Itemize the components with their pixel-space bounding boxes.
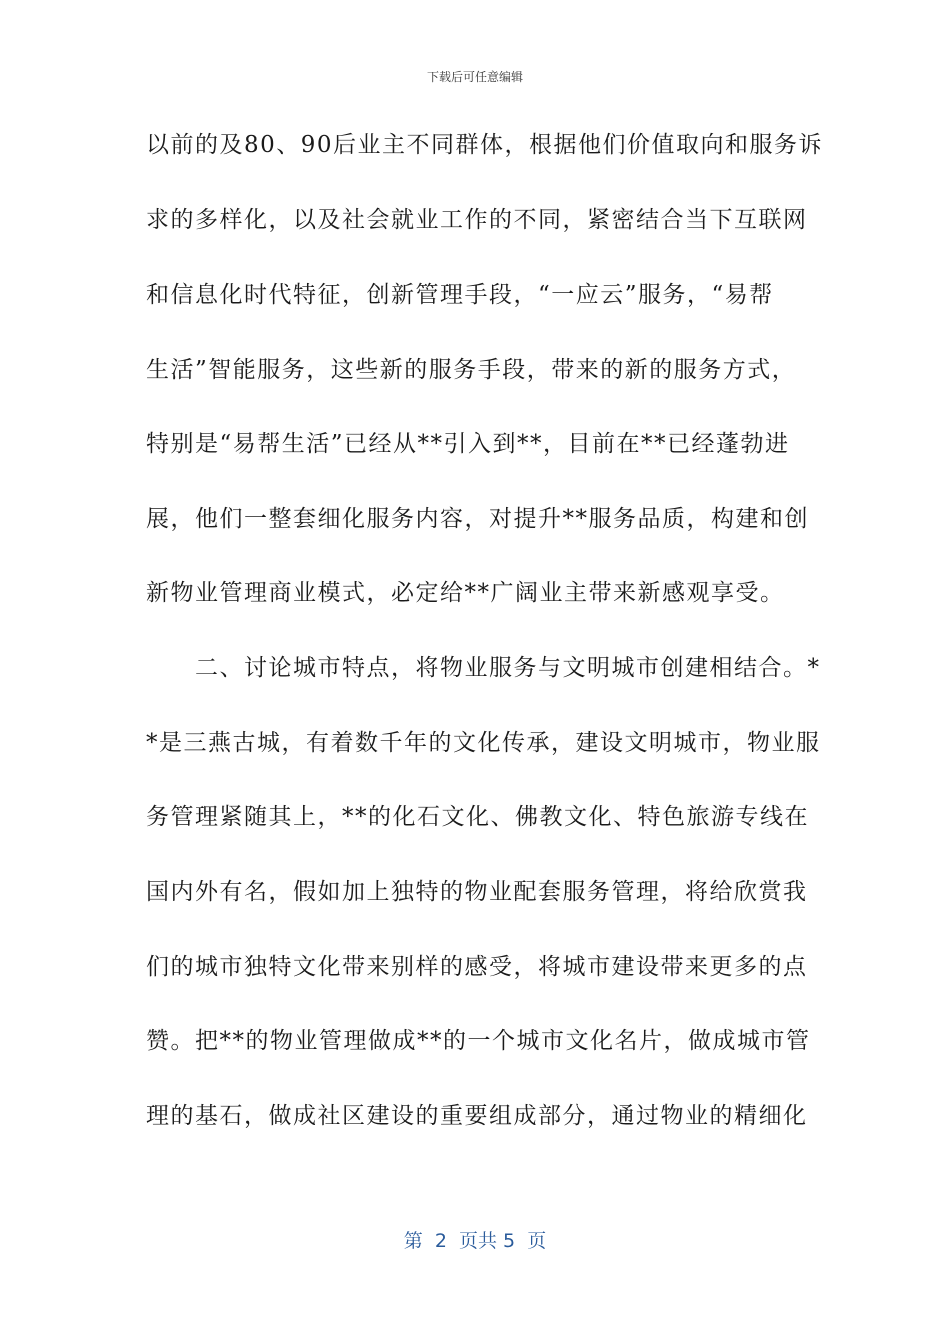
body-line-3: 和信息化时代特征，创新管理手段，“一应云”服务，“易帮 [146,282,774,308]
body-line-11: 国内外有名，假如加上独特的物业配套服务管理，将给欣赏我 [146,879,808,905]
download-note: 下载后可任意编辑 [426,70,523,84]
body-line-9: *是三燕古城，有着数千年的文化传承，建设文明城市，物业服 [146,730,821,756]
body-line-7: 新物业管理商业模式，必定给**广阔业主带来新感观享受。 [146,580,785,606]
body-line-14: 理的基石，做成社区建设的重要组成部分，通过物业的精细化 [146,1103,808,1129]
page-number: 第 2 页共 5 页 [403,1230,547,1252]
body-line-13: 赞。把**的物业管理做成**的一个城市文化名片，做成城市管 [146,1028,811,1054]
body-line-6: 展，他们一整套细化服务内容，对提升**服务品质，构建和创 [146,506,809,532]
body-line-5: 特别是“易帮生活”已经从**引入到**，目前在**已经蓬勃进 [146,431,790,457]
body-line-12: 们的城市独特文化带来别样的感受，将城市建设带来更多的点 [146,954,808,980]
body-line-4: 生活”智能服务，这些新的服务手段，带来的新的服务方式， [146,357,797,383]
body-line-10: 务管理紧随其上，**的化石文化、佛教文化、特色旅游专线在 [146,804,809,830]
body-line-2: 求的多样化，以及社会就业工作的不同，紧密结合当下互联网 [146,207,808,233]
body-line-1: 以前的及80、90后业主不同群体，根据他们价值取向和服务诉 [146,132,824,158]
body-line-8: 二、讨论城市特点，将物业服务与文明城市创建相结合。* [146,655,821,681]
